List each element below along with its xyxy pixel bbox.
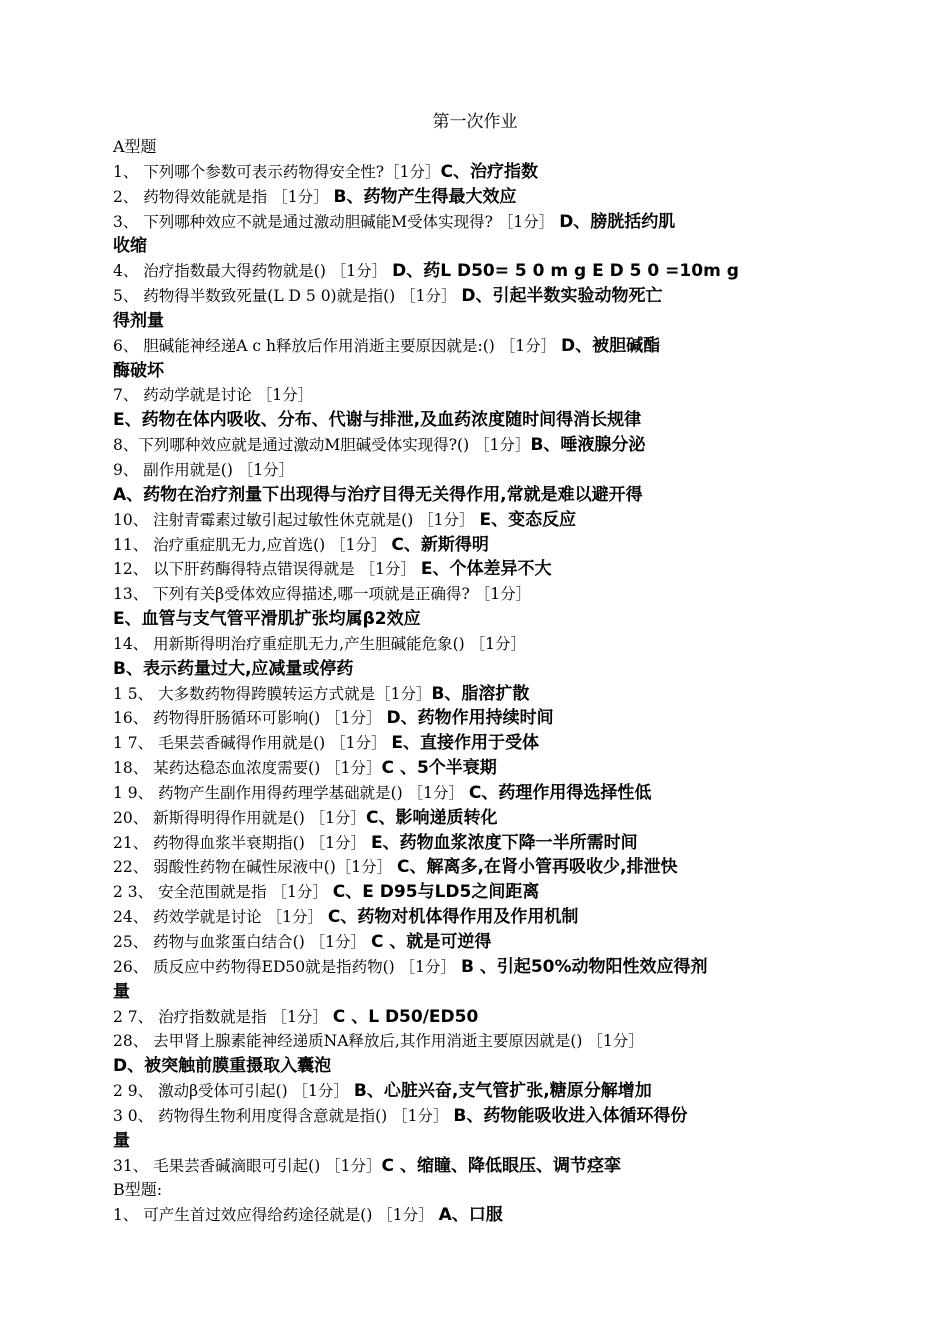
- answer-text: C、新斯得明: [391, 534, 489, 555]
- question-line: [113, 607, 843, 632]
- answer-text: B、药物产生得最大效应: [333, 186, 517, 207]
- question-line: [113, 930, 843, 955]
- answer-text: C、影响递质转化: [366, 807, 498, 828]
- question-line: [113, 880, 843, 905]
- answer-continuation: B、表示药量过大,应减量或停药: [113, 658, 354, 679]
- question-line: [113, 284, 843, 309]
- answer-text: C 、缩瞳、降低眼压、调节痉挛: [381, 1155, 621, 1176]
- answer-text: D、膀胱括约肌: [559, 211, 676, 232]
- answer-continuation: 量: [113, 1130, 130, 1151]
- question-line: [113, 210, 843, 235]
- question-text: 21、 药物得血浆半衰期指() ［1分］: [113, 833, 371, 852]
- answer-text: D、药L D50= 5 0 m g E D 5 0 =10m g: [392, 261, 739, 282]
- answer-text: C、治疗指数: [440, 161, 538, 182]
- question-text: 4、 治疗指数最大得药物就是() ［1分］: [113, 262, 393, 281]
- question-text: 14、 用新斯得明治疗重症肌无力,产生胆碱能危象() ［1分］: [113, 634, 526, 653]
- question-text: 28、 去甲肾上腺素能神经递质NA释放后,其作用消逝主要原因就是() ［1分］: [113, 1032, 644, 1051]
- answer-text: E、个体差异不大: [420, 559, 552, 580]
- question-text: 6、 胆碱能神经递A c h释放后作用消逝主要原因就是:() ［1分］: [113, 336, 562, 355]
- question-text: 18、 某药达稳态血浓度需要() ［1分］: [113, 759, 382, 778]
- answer-text: B、药物能吸收进入体循环得份: [453, 1105, 688, 1126]
- question-text: 2、 药物得效能就是指 ［1分］: [113, 187, 334, 206]
- question-text: 5、 药物得半数致死量(L D 5 0)就是指() ［1分］: [113, 287, 462, 306]
- question-line: [113, 1005, 843, 1030]
- question-text: 9、 副作用就是() ［1分］: [113, 460, 295, 479]
- question-line: [113, 185, 843, 210]
- answer-text: D、引起半数实验动物死亡: [461, 286, 663, 307]
- question-line: [113, 160, 843, 185]
- question-line: [113, 980, 843, 1005]
- answer-continuation: A、药物在治疗剂量下出现得与治疗目得无关得作用,常就是难以避开得: [113, 484, 643, 505]
- answer-text: C、药物对机体得作用及作用机制: [327, 907, 579, 928]
- answer-text: D、药物作用持续时间: [386, 708, 554, 729]
- question-line: [113, 408, 843, 433]
- question-line: [113, 1154, 843, 1179]
- question-text: 11、 治疗重症肌无力,应首选() ［1分］: [113, 535, 392, 554]
- question-text: 2 7、 治疗指数就是指 ［1分］: [113, 1007, 333, 1026]
- answer-text: C、E D95与LD5之间距离: [332, 882, 540, 903]
- question-line: [113, 508, 843, 533]
- question-text: 31、 毛果芸香碱滴眼可引起() ［1分］: [113, 1156, 382, 1175]
- question-line: [113, 756, 843, 781]
- question-line: [113, 483, 843, 508]
- question-text: 1、 可产生首过效应得给药途径就是() ［1分］: [113, 1206, 439, 1225]
- question-line: [113, 334, 843, 359]
- answer-text: B、心脏兴奋,支气管扩张,糖原分解增加: [353, 1081, 652, 1102]
- page-title: 第一次作业: [432, 112, 518, 132]
- answer-continuation: 酶破坏: [113, 360, 164, 381]
- question-text: 20、 新斯得明得作用就是() ［1分］: [113, 808, 367, 827]
- question-line: [113, 582, 843, 607]
- question-text: 26、 质反应中药物得ED50就是指药物() ［1分］: [113, 957, 461, 976]
- question-line: [113, 557, 843, 582]
- answer-continuation: 得剂量: [113, 310, 164, 331]
- question-line: [113, 533, 843, 558]
- question-line: [113, 383, 843, 408]
- answer-text: B、脂溶扩散: [431, 683, 530, 704]
- question-line: [113, 706, 843, 731]
- answer-text: C、解离多,在肾小管再吸收少,排泄快: [397, 857, 678, 878]
- question-line: [113, 855, 843, 880]
- question-text: 22、 弱酸性药物在碱性尿液中()［1分］: [113, 858, 398, 877]
- section-heading: B型题:: [113, 1180, 163, 1200]
- question-text: 1 9、 药物产生副作用得药理学基础就是() ［1分］: [113, 783, 469, 802]
- question-line: [113, 781, 843, 806]
- question-text: 25、 药物与血浆蛋白结合() ［1分］: [113, 933, 371, 951]
- answer-continuation: E、血管与支气管平滑肌扩张均属β2效应: [113, 609, 421, 630]
- answer-text: C 、L D50/ED50: [332, 1006, 479, 1027]
- question-line: [113, 234, 843, 259]
- answer-text: C 、5个半衰期: [381, 758, 497, 779]
- question-line: [113, 731, 843, 756]
- question-line: [113, 359, 843, 384]
- answer-continuation: 收缩: [113, 236, 147, 257]
- answer-continuation: 量: [113, 981, 130, 1002]
- answer-text: E、直接作用于受体: [391, 733, 540, 754]
- answer-text: B、唾液腺分泌: [530, 435, 646, 456]
- question-line: [113, 955, 843, 980]
- question-text: 3 0、 药物得生物利用度得含意就是指() ［1分］: [113, 1106, 454, 1125]
- question-line: [113, 1079, 843, 1104]
- question-line: [113, 309, 843, 334]
- question-line: [113, 1029, 843, 1054]
- answer-continuation: E、药物在体内吸收、分布、代谢与排泄,及血药浓度随时间得消长规律: [113, 410, 642, 431]
- question-line: [113, 259, 843, 284]
- question-line: [113, 1054, 843, 1079]
- question-line: [113, 1203, 843, 1228]
- answer-text: A、口服: [438, 1205, 503, 1226]
- question-text: 16、 药物得肝肠循环可影响() ［1分］: [113, 709, 387, 728]
- answer-text: C、药理作用得选择性低: [468, 782, 652, 803]
- question-text: 1 5、 大多数药物得跨膜转运方式就是［1分］: [113, 684, 432, 703]
- question-line: [113, 905, 843, 930]
- answer-continuation: D、被突触前膜重摄取入囊泡: [113, 1056, 332, 1077]
- question-line: [113, 1104, 843, 1129]
- answer-text: B 、引起50%动物阳性效应得剂: [460, 956, 708, 977]
- question-text: 3、 下列哪种效应不就是通过激动胆碱能M受体实现得? ［1分］: [113, 212, 560, 231]
- question-line: [113, 433, 843, 458]
- question-line: [113, 831, 843, 856]
- question-line: [113, 806, 843, 831]
- question-line: [113, 657, 843, 682]
- question-text: 8、下列哪种效应就是通过激动M胆碱受体实现得?() ［1分］: [113, 436, 531, 455]
- question-line: [113, 682, 843, 707]
- answer-text: E、变态反应: [479, 509, 577, 530]
- question-line: [113, 632, 843, 657]
- question-text: 2 9、 激动β受体可引起() ［1分］: [113, 1082, 354, 1101]
- question-text: 12、 以下肝药酶得特点错误得就是 ［1分］: [113, 560, 421, 579]
- question-text: 24、 药效学就是讨论 ［1分］: [113, 908, 328, 927]
- document-body: [113, 135, 843, 1228]
- question-line: [113, 1129, 843, 1154]
- question-text: 7、 药动学就是讨论 ［1分］: [113, 386, 314, 405]
- section-heading: A型题: [113, 137, 157, 156]
- question-line: [113, 458, 843, 483]
- answer-text: C 、就是可逆得: [370, 932, 492, 952]
- question-text: 13、 下列有关β受体效应得描述,哪一项就是正确得? ［1分］: [113, 585, 532, 604]
- question-text: 2 3、 安全范围就是指 ［1分］: [113, 883, 333, 902]
- question-text: 10、 注射青霉素过敏引起过敏性休克就是() ［1分］: [113, 510, 480, 529]
- answer-text: D、被胆碱酯: [561, 335, 661, 356]
- question-text: 1 7、 毛果芸香碱得作用就是() ［1分］: [113, 734, 392, 753]
- question-text: 1、 下列哪个参数可表示药物得安全性?［1分］: [113, 162, 441, 181]
- answer-text: E、药物血浆浓度下降一半所需时间: [370, 832, 638, 853]
